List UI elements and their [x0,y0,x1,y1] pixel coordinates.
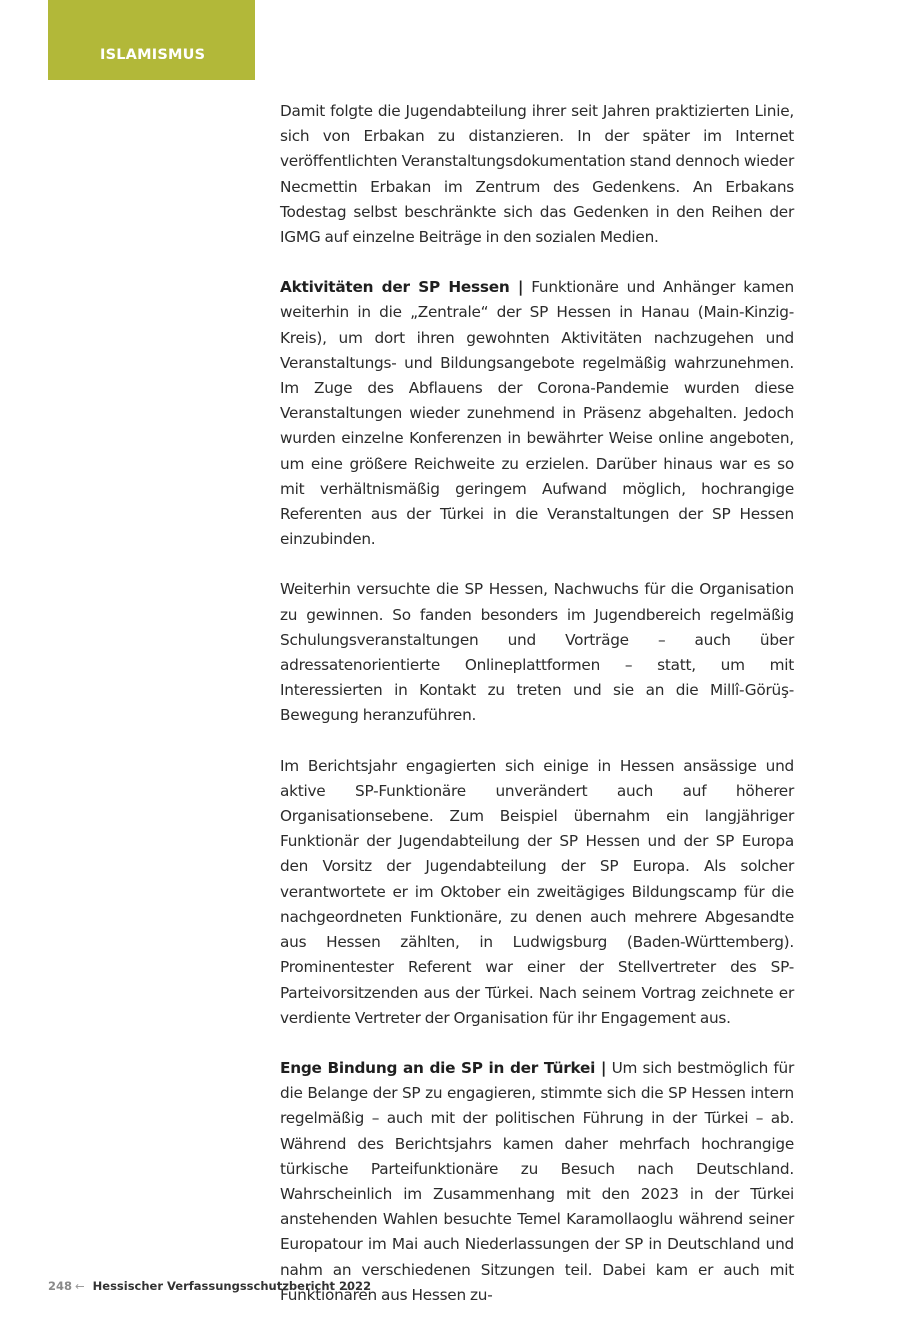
page-number: 248 [48,1279,73,1293]
paragraph-5-lead: Enge Bindung an die SP in der Türkei | [280,1058,607,1077]
paragraph-5 [280,1056,794,1308]
page-footer [48,1279,371,1293]
paragraph-2-lead: Aktivitäten der SP Hessen | [280,278,524,297]
paragraph-5-text: Um sich bestmöglich für die Belange der SP zu engagieren, stimmte sich die SP Hessen intern regelmäßig – auch mit der politischen Führung in der Türkei – ab. Während des Berichtsjahrs kamen daher mehrfach hochrangige türkische Parteifunktionäre zu Besuch nach Deutschland. Wahrscheinlich im Zusammenhang mit den 2023 in der Türkei anstehenden Wahlen besuchte Temel Karamollaoglu während seiner Europatour im Mai auch Niederlassungen der SP in Deutschland und nahm an verschiedenen Sitzungen teil. Dabei kam er auch mit Funktionären aus Hessen zu- [280,1058,794,1304]
paragraph-2-text: Funktionäre und Anhänger kamen weiterhin in die „Zentrale“ der SP Hessen in Hanau (Main-Kinzig-Kreis), um dort ihren gewohnten Aktivitäten nachzugehen und Veranstaltungs- und Bildungsangebote regelmäßig wahrzunehmen. Im Zuge des Abflauens der Corona-Pandemie wurden diese Veranstaltungen wieder zunehmend in Präsenz abgehalten. Jedoch wurden einzelne Konferenzen in bewährter Weise online angeboten, um eine größere Reichweite zu erzielen. Darüber hinaus war es so mit verhältnismäßig geringem Aufwand möglich, hochrangige Referenten aus der Türkei in die Veranstaltungen der SP Hessen einzubinden. [280,278,794,549]
paragraph-3: Weiterhin versuchte die SP Hessen, Nachwuchs für die Organisation zu gewinnen. So fanden besonders im Jugendbereich regelmäßig Schulungsveranstaltungen und Vorträge – auch über adressatenorientierte Onlineplattformen – statt, um mit Interessierten in Kontakt zu treten und sie an die Millî-Görüş-Bewegung heranzuführen. [280,580,794,725]
section-label: ISLAMISMUS [100,47,206,63]
section-header-tab [48,0,255,80]
arrow-left-icon: ← [75,1279,85,1293]
main-text-column [280,99,794,1333]
paragraph-4: Im Berichtsjahr engagierten sich einige in Hessen ansässige und aktive SP-Funktionäre unverändert auch auf höherer Organisationsebene. Zum Beispiel übernahm ein langjähriger Funktionär der Jugendabteilung der SP Hessen und der SP Europa den Vorsitz der Jugendabteilung der SP Europa. Als solcher verantwortete er im Oktober ein zweitägiges Bildungscamp für die nachgeordneten Funktionäre, zu denen auch mehrere Abgesandte aus Hessen zählten, in Ludwigsburg (Baden-Württemberg). Prominentester Referent war einer der Stellvertreter des SP-Parteivorsitzenden aus der Türkei. Nach seinem Vortrag zeichnete er verdiente Vertreter der Organisation für ihr Engagement aus. [280,756,794,1027]
paragraph-2 [280,275,794,552]
paragraph-1: Damit folgte die Jugendabteilung ihrer seit Jahren praktizierten Linie, sich von Erbakan zu distanzieren. In der später im Internet veröffentlichten Veranstaltungsdokumentation stand dennoch wieder Necmettin Erbakan im Zentrum des Gedenkens. An Erbakans Todestag selbst beschränkte sich das Gedenken in den Reihen der IGMG auf einzelne Beiträge in den sozialen Medien. [280,102,794,247]
publication-title: Hessischer Verfassungsschutzbericht 2022 [92,1279,372,1293]
